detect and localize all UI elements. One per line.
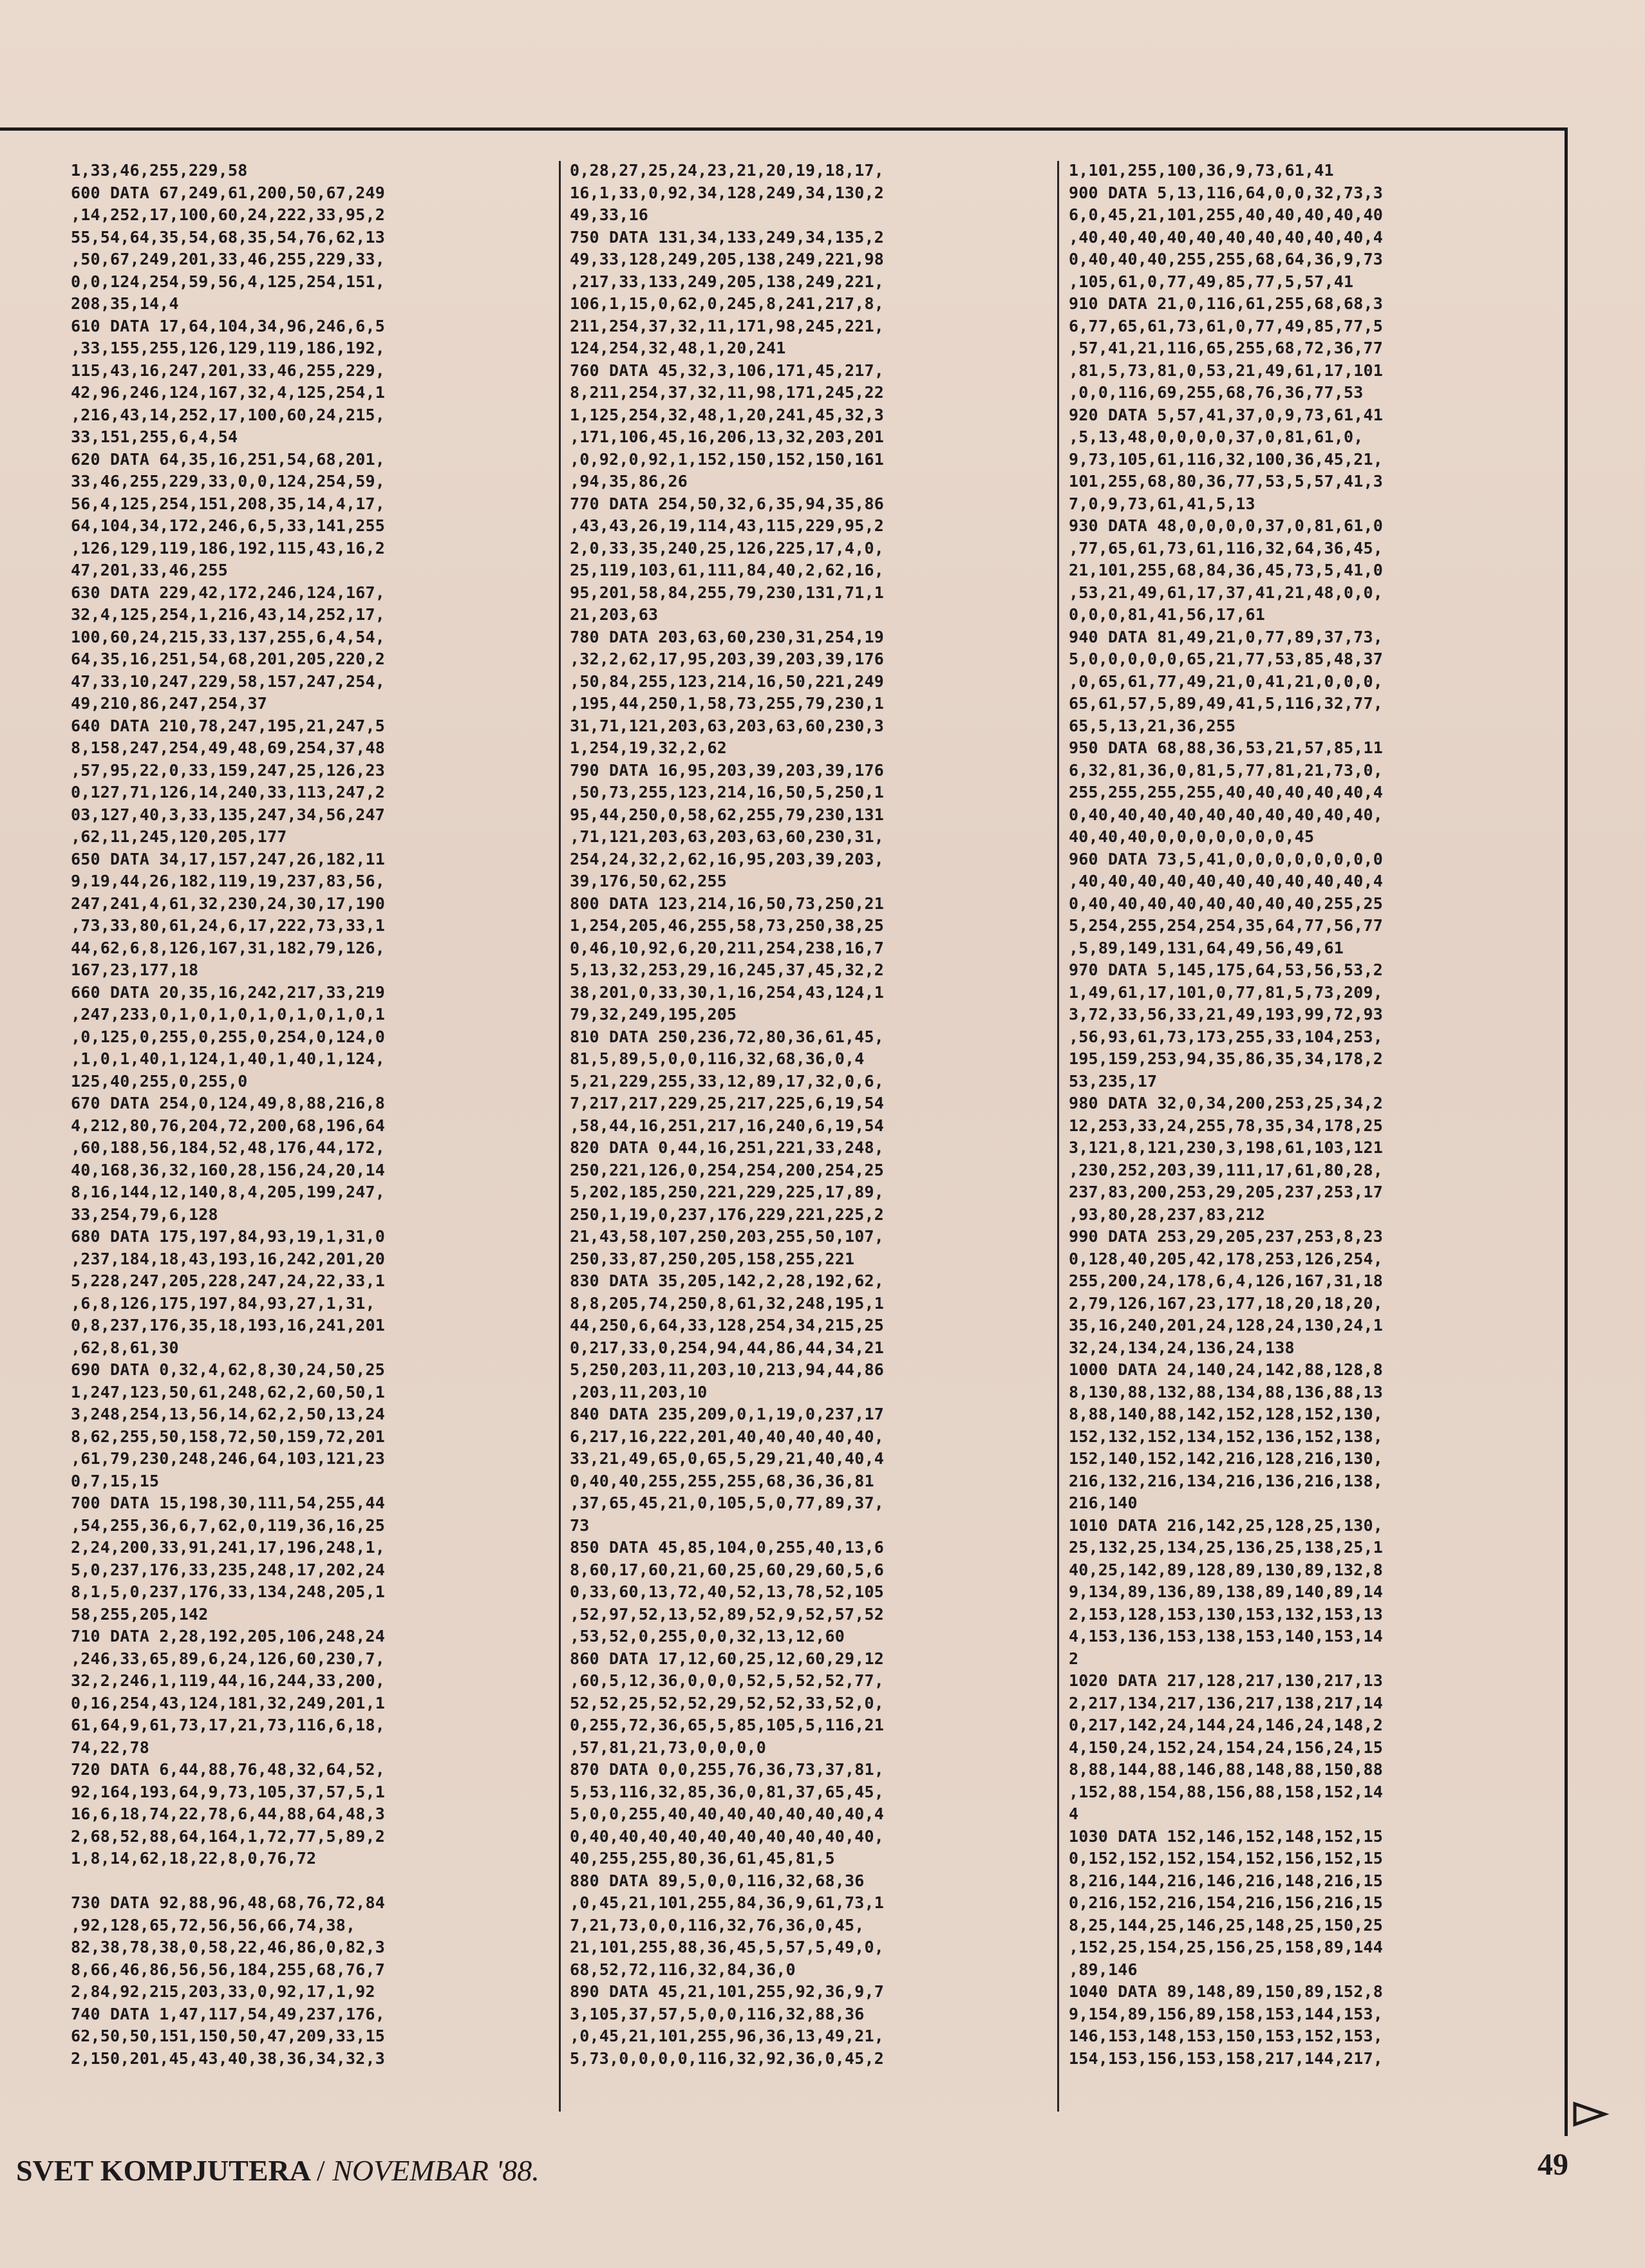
listing-line: 82,38,78,38,0,58,22,46,86,0,82,3 [71,1938,386,1956]
listing-line: 8,211,254,37,32,11,98,171,245,22 [570,383,885,402]
listing-line: 920 DATA 5,57,41,37,0,9,73,61,41 [1069,405,1384,424]
listing-line: 600 DATA 67,249,61,200,50,67,249 [71,183,386,202]
listing-line: 39,176,50,62,255 [570,872,728,890]
listing-line: ,77,65,61,73,61,116,32,64,36,45, [1069,538,1384,558]
listing-line: ,0,0,116,69,255,68,76,36,77,53 [1069,383,1364,402]
listing-line: ,50,67,249,201,33,46,255,229,33, [71,250,386,268]
listing-line: 880 DATA 89,5,0,0,116,32,68,36 [570,1871,865,1890]
listing-line: 0,0,124,254,59,56,4,125,254,151, [71,272,386,291]
listing-line: 890 DATA 45,21,101,255,92,36,9,7 [570,1982,885,2001]
listing-line: 8,60,17,60,21,60,25,60,29,60,5,6 [570,1560,885,1579]
listing-line: 7,217,217,229,25,217,225,6,19,54 [570,1094,885,1112]
listing-line: ,60,188,56,184,52,48,176,44,172, [71,1138,386,1157]
listing-line: 0,7,15,15 [71,1471,160,1490]
listing-line: 1,33,46,255,229,58 [71,161,248,180]
listing-line: 5,254,255,254,254,35,64,77,56,77 [1069,916,1384,935]
listing-line: 770 DATA 254,50,32,6,35,94,35,86 [570,494,885,513]
listing-line: ,50,73,255,123,214,16,50,5,250,1 [570,783,885,801]
listing-line: ,152,25,154,25,156,25,158,89,144 [1069,1938,1384,1956]
listing-line: ,32,2,62,17,95,203,39,203,39,176 [570,650,885,668]
listing-line: ,0,125,0,255,0,255,0,254,0,124,0 [71,1027,386,1046]
listing-line: 760 DATA 45,32,3,106,171,45,217, [570,361,885,380]
listing-line: 8,216,144,216,146,216,148,216,15 [1069,1871,1384,1890]
listing-line: 79,32,249,195,205 [570,1005,737,1024]
listing-line: 4,212,80,76,204,72,200,68,196,64 [71,1116,386,1135]
listing-line: ,246,33,65,89,6,24,126,60,230,7, [71,1649,386,1668]
listing-line: 2,150,201,45,43,40,38,36,34,32,3 [71,2048,386,2068]
listing-line: 42,96,246,124,167,32,4,125,254,1 [71,383,386,402]
listing-line: 0,16,254,43,124,181,32,249,201,1 [71,1693,386,1712]
listing-line: 195,159,253,94,35,86,35,34,178,2 [1069,1049,1384,1068]
listing-line: 5,250,203,11,203,10,213,94,44,86 [570,1360,885,1379]
listing-line: 900 DATA 5,13,116,64,0,0,32,73,3 [1069,183,1384,202]
listing-line: 216,132,216,134,216,136,216,138, [1069,1471,1384,1490]
listing-line: 31,71,121,203,63,203,63,60,230,3 [570,716,885,735]
listing-line: 68,52,72,116,32,84,36,0 [570,1960,796,1979]
listing-line: ,0,65,61,77,49,21,0,41,21,0,0,0, [1069,671,1384,691]
listing-line: 106,1,15,0,62,0,245,8,241,217,8, [570,294,885,313]
listing-line: 0,216,152,216,154,216,156,216,15 [1069,1893,1384,1912]
listing-line: 780 DATA 203,63,60,230,31,254,19 [570,627,885,646]
listing-line: ,1,0,1,40,1,124,1,40,1,40,1,124, [71,1049,386,1068]
listing-line: ,5,13,48,0,0,0,0,37,0,81,61,0, [1069,427,1364,446]
listing-line: 1030 DATA 152,146,152,148,152,15 [1069,1826,1384,1846]
listing-line: 970 DATA 5,145,175,64,53,56,53,2 [1069,961,1384,979]
listing-line: ,14,252,17,100,60,24,222,33,95,2 [71,205,386,224]
listing-line: 5,202,185,250,221,229,225,17,89, [570,1183,885,1201]
listing-line: ,230,252,203,39,111,17,61,80,28, [1069,1160,1384,1179]
listing-line: 8,16,144,12,140,8,4,205,199,247, [71,1183,386,1201]
listing-line: 3,248,254,13,56,14,62,2,50,13,24 [71,1405,386,1423]
listing-line: 850 DATA 45,85,104,0,255,40,13,6 [570,1538,885,1557]
listing-line: 8,88,144,88,146,88,148,88,150,88 [1069,1760,1384,1779]
listing-column-2 [570,160,1059,2130]
listing-line: 21,101,255,88,36,45,5,57,5,49,0, [570,1938,885,1956]
listing-line: 840 DATA 235,209,0,1,19,0,237,17 [570,1405,885,1423]
listing-line: 8,25,144,25,146,25,148,25,150,25 [1069,1915,1384,1935]
listing-line: ,0,45,21,101,255,96,36,13,49,21, [570,2027,885,2045]
listing-line: 100,60,24,215,33,137,255,6,4,54, [71,627,386,646]
listing-line: 8,66,46,86,56,56,184,255,68,76,7 [71,1960,386,1979]
listing-line: 0,40,40,40,40,40,40,40,40,40,40, [570,1826,885,1846]
listing-line: 247,241,4,61,32,230,24,30,17,190 [71,894,386,913]
listing-line: 2,24,200,33,91,241,17,196,248,1, [71,1538,386,1557]
listing-line: ,58,44,16,251,217,16,240,6,19,54 [570,1116,885,1135]
listing-line: 3,121,8,121,230,3,198,61,103,121 [1069,1138,1384,1157]
listing-line: 8,1,5,0,237,176,33,134,248,205,1 [71,1582,386,1601]
listing-line: 0,152,152,152,154,152,156,152,15 [1069,1849,1384,1868]
listing-line: ,73,33,80,61,24,6,17,222,73,33,1 [71,916,386,935]
issue-date: NOVEMBAR '88. [332,2154,540,2187]
listing-line: 2,153,128,153,130,153,132,153,13 [1069,1604,1384,1624]
listing-line: 101,255,68,80,36,77,53,5,57,41,3 [1069,472,1384,491]
listing-line: 0,33,60,13,72,40,52,13,78,52,105 [570,1582,885,1601]
listing-line: 33,21,49,65,0,65,5,29,21,40,40,4 [570,1449,885,1468]
listing-line: 8,8,205,74,250,8,61,32,248,195,1 [570,1293,885,1313]
listing-line: 0,128,40,205,42,178,253,126,254, [1069,1249,1384,1268]
listing-line: 216,140 [1069,1494,1138,1512]
listing-line: ,92,128,65,72,56,56,66,74,38, [71,1915,356,1935]
listing-line: 255,200,24,178,6,4,126,167,31,18 [1069,1271,1384,1290]
listing-line: 5,0,237,176,33,235,248,17,202,24 [71,1560,386,1579]
listing-line: 1010 DATA 216,142,25,128,25,130, [1069,1515,1384,1535]
listing-line: 35,16,240,201,24,128,24,130,24,1 [1069,1316,1384,1335]
listing-line: ,57,95,22,0,33,159,247,25,126,23 [71,760,386,780]
listing-line: ,216,43,14,252,17,100,60,24,215, [71,405,386,424]
listing-line: 810 DATA 250,236,72,80,36,61,45, [570,1027,885,1046]
listing-line: 3,105,37,57,5,0,0,116,32,88,36 [570,2004,865,2023]
listing-line: 2 [1069,1649,1079,1668]
listing-line: 21,43,58,107,250,203,255,50,107, [570,1227,885,1246]
listing-line: 870 DATA 0,0,255,76,36,73,37,81, [570,1760,885,1779]
listing-line: 16,1,33,0,92,34,128,249,34,130,2 [570,183,885,202]
listing-line: 5,0,0,255,40,40,40,40,40,40,40,4 [570,1804,885,1823]
listing-line: 640 DATA 210,78,247,195,21,247,5 [71,716,386,735]
listing-line: ,61,79,230,248,246,64,103,121,23 [71,1449,386,1468]
listing-line: 0,217,142,24,144,24,146,24,148,2 [1069,1716,1384,1734]
footer-credit [16,2153,540,2188]
listing-line: 1040 DATA 89,148,89,150,89,152,8 [1069,1982,1384,2001]
listing-lines [1069,160,1558,2070]
listing-line: ,60,5,12,36,0,0,0,52,5,52,52,77, [570,1671,885,1690]
listing-line: 710 DATA 2,28,192,205,106,248,24 [71,1627,386,1645]
listing-line: 5,13,32,253,29,16,245,37,45,32,2 [570,961,885,979]
listing-line: 33,46,255,229,33,0,0,124,254,59, [71,472,386,491]
listing-line: 620 DATA 64,35,16,251,54,68,201, [71,449,386,469]
listing-line: 740 DATA 1,47,117,54,49,237,176, [71,2004,386,2023]
listing-line: ,94,35,86,26 [570,472,688,491]
listing-line: ,52,97,52,13,52,89,52,9,52,57,52 [570,1604,885,1624]
listing-line: 5,53,116,32,85,36,0,81,37,65,45, [570,1782,885,1801]
listing-line: 74,22,78 [71,1738,150,1757]
column-divider [1057,161,1059,2112]
listing-line: 73 [570,1515,590,1535]
listing-line: 81,5,89,5,0,0,116,32,68,36,0,4 [570,1049,865,1068]
listing-line: ,71,121,203,63,203,63,60,230,31, [570,827,885,846]
listing-line: 53,235,17 [1069,1071,1158,1091]
listing-line: 790 DATA 16,95,203,39,203,39,176 [570,760,885,780]
listing-line: 25,132,25,134,25,136,25,138,25,1 [1069,1538,1384,1557]
listing-line: 4,150,24,152,24,154,24,156,24,15 [1069,1738,1384,1757]
listing-line: 1,8,14,62,18,22,8,0,76,72 [71,1849,317,1868]
listing-line: 0,40,40,40,40,40,40,40,40,255,25 [1069,894,1384,913]
listing-line: 32,24,134,24,136,24,138 [1069,1338,1295,1357]
listing-line: 33,151,255,6,4,54 [71,427,238,446]
listing-lines [570,160,1059,2070]
listing-line: ,43,43,26,19,114,43,115,229,95,2 [570,516,885,535]
listing-line: 720 DATA 6,44,88,76,48,32,64,52, [71,1760,386,1779]
listing-line: ,40,40,40,40,40,40,40,40,40,40,4 [1069,227,1384,247]
listing-line: 208,35,14,4 [71,294,179,313]
listing-line [71,1870,560,1893]
listing-line: 5,0,0,0,0,0,65,21,77,53,85,48,37 [1069,650,1384,668]
listing-line: 32,2,246,1,119,44,16,244,33,200, [71,1671,386,1690]
listing-line: 44,250,6,64,33,128,254,34,215,25 [570,1316,885,1335]
magazine-name: SVET KOMPJUTERA [16,2154,310,2187]
listing-line: 960 DATA 73,5,41,0,0,0,0,0,0,0,0 [1069,849,1384,868]
listing-line: ,54,255,36,6,7,62,0,119,36,16,25 [71,1515,386,1535]
listing-line: 47,201,33,46,255 [71,561,229,579]
listing-line: 9,134,89,136,89,138,89,140,89,14 [1069,1582,1384,1601]
listing-line: 5,73,0,0,0,0,116,32,92,36,0,45,2 [570,2048,885,2068]
listing-line: 5,21,229,255,33,12,89,17,32,0,6, [570,1071,885,1091]
listing-line: 40,255,255,80,36,61,45,81,5 [570,1849,835,1868]
listing-line: 0,217,33,0,254,94,44,86,44,34,21 [570,1338,885,1357]
listing-line: ,217,33,133,249,205,138,249,221, [570,272,885,291]
listing-line: ,0,45,21,101,255,84,36,9,61,73,1 [570,1893,885,1912]
listing-line: 21,101,255,68,84,36,45,73,5,41,0 [1069,561,1384,579]
listing-line: 660 DATA 20,35,16,242,217,33,219 [71,982,386,1002]
listing-line: 0,40,40,40,255,255,68,64,36,9,73 [1069,250,1384,268]
listing-line: 124,254,32,48,1,20,241 [570,339,786,357]
listing-line: 7,0,9,73,61,41,5,13 [1069,494,1255,513]
listing-lines [71,160,560,2070]
listing-line: 0,127,71,126,14,240,33,113,247,2 [71,783,386,801]
listing-line: 750 DATA 131,34,133,249,34,135,2 [570,227,885,247]
listing-line: 47,33,10,247,229,58,157,247,254, [71,671,386,691]
listing-line: ,203,11,203,10 [570,1382,708,1401]
listing-line: 650 DATA 34,17,157,247,26,182,11 [71,849,386,868]
listing-line: ,50,84,255,123,214,16,50,221,249 [570,671,885,691]
listing-line: 9,73,105,61,116,32,100,36,45,21, [1069,449,1384,469]
listing-line: 1,101,255,100,36,9,73,61,41 [1069,161,1334,180]
listing-line: 3,72,33,56,33,21,49,193,99,72,93 [1069,1005,1384,1024]
listing-line: 8,158,247,254,49,48,69,254,37,48 [71,738,386,757]
listing-line: 680 DATA 175,197,84,93,19,1,31,0 [71,1227,386,1246]
listing-line: 49,33,128,249,205,138,249,221,98 [570,250,885,268]
listing-line: 4 [1069,1804,1079,1823]
listing-line: 630 DATA 229,42,172,246,124,167, [71,583,386,602]
listing-line: 940 DATA 81,49,21,0,77,89,37,73, [1069,627,1384,646]
column-divider [559,161,561,2112]
listing-line: 1,49,61,17,101,0,77,81,5,73,209, [1069,982,1384,1002]
listing-line: 2,68,52,88,64,164,1,72,77,5,89,2 [71,1826,386,1846]
listing-line: ,62,8,61,30 [71,1338,179,1357]
listing-line: 254,24,32,2,62,16,95,203,39,203, [570,849,885,868]
listing-line: 990 DATA 253,29,205,237,253,8,23 [1069,1227,1384,1246]
listing-line: 800 DATA 123,214,16,50,73,250,21 [570,894,885,913]
listing-line: 910 DATA 21,0,116,61,255,68,68,3 [1069,294,1384,313]
listing-line: ,247,233,0,1,0,1,0,1,0,1,0,1,0,1 [71,1005,386,1024]
listing-line: 8,130,88,132,88,134,88,136,88,13 [1069,1382,1384,1401]
listing-line: ,93,80,28,237,83,212 [1069,1204,1266,1224]
listing-line: 7,21,73,0,0,116,32,76,36,0,45, [570,1915,865,1935]
listing-line: 2,79,126,167,23,177,18,20,18,20, [1069,1293,1384,1313]
listing-line: 930 DATA 48,0,0,0,0,37,0,81,61,0 [1069,516,1384,535]
listing-line: 21,203,63 [570,605,659,624]
listing-line: ,40,40,40,40,40,40,40,40,40,40,4 [1069,872,1384,890]
listing-line: 64,104,34,172,246,6,5,33,141,255 [71,516,386,535]
listing-line: 152,132,152,134,152,136,152,138, [1069,1427,1384,1446]
listing-line: 152,140,152,142,216,128,216,130, [1069,1449,1384,1468]
footer-separator: / [316,2154,325,2187]
listing-line: 8,62,255,50,158,72,50,159,72,201 [71,1427,386,1446]
listing-line: 154,153,156,153,158,217,144,217, [1069,2048,1384,2068]
listing-line: 255,255,255,255,40,40,40,40,40,4 [1069,783,1384,801]
listing-line: 49,33,16 [570,205,649,224]
listing-line: 40,25,142,89,128,89,130,89,132,8 [1069,1560,1384,1579]
listing-line: 0,40,40,40,40,40,40,40,40,40,40, [1069,805,1384,824]
listing-line: 1000 DATA 24,140,24,142,88,128,8 [1069,1360,1384,1379]
listing-line: 40,168,36,32,160,28,156,24,20,14 [71,1160,386,1179]
listing-line: 6,32,81,36,0,81,5,77,81,21,73,0, [1069,760,1384,780]
listing-line: 25,119,103,61,111,84,40,2,62,16, [570,561,885,579]
listing-line: 58,255,205,142 [71,1604,209,1624]
listing-line: 65,61,57,5,89,49,41,5,116,32,77, [1069,694,1384,713]
listing-line: 0,28,27,25,24,23,21,20,19,18,17, [570,161,885,180]
listing-line: 1,254,19,32,2,62 [570,738,728,757]
listing-line: 830 DATA 35,205,142,2,28,192,62, [570,1271,885,1290]
listing-line: 0,40,40,255,255,255,68,36,36,81 [570,1471,874,1490]
page-number: 49 [1537,2148,1568,2182]
listing-line: 950 DATA 68,88,36,53,21,57,85,11 [1069,738,1384,757]
listing-line: 03,127,40,3,33,135,247,34,56,247 [71,805,386,824]
listing-line: 5,228,247,205,228,247,24,22,33,1 [71,1271,386,1290]
listing-line: 64,35,16,251,54,68,201,205,220,2 [71,650,386,668]
listing-line: 237,83,200,253,29,205,237,253,17 [1069,1183,1384,1201]
listing-line: ,6,8,126,175,197,84,93,27,1,31, [71,1293,375,1313]
listing-line: 167,23,177,18 [71,961,199,979]
listing-line: 95,201,58,84,255,79,230,131,71,1 [570,583,885,602]
listing-line: 12,253,33,24,255,78,35,34,178,25 [1069,1116,1384,1135]
listing-line: ,0,92,0,92,1,152,150,152,150,161 [570,449,885,469]
listing-line: 730 DATA 92,88,96,48,68,76,72,84 [71,1893,386,1912]
listing-line: 62,50,50,151,150,50,47,209,33,15 [71,2027,386,2045]
listing-line: ,105,61,0,77,49,85,77,5,57,41 [1069,272,1354,291]
listing-line: 0,46,10,92,6,20,211,254,238,16,7 [570,938,885,957]
listing-line: 0,8,237,176,35,18,193,16,241,201 [71,1316,386,1335]
listing-line: 670 DATA 254,0,124,49,8,88,216,8 [71,1094,386,1112]
listing-line: ,57,41,21,116,65,255,68,72,36,77 [1069,339,1384,357]
listing-line: 250,1,19,0,237,176,229,221,225,2 [570,1204,885,1224]
listing-line: ,37,65,45,21,0,105,5,0,77,89,37, [570,1494,885,1512]
listing-line: 65,5,13,21,36,255 [1069,716,1236,735]
listing-line: 44,62,6,8,126,167,31,182,79,126, [71,938,386,957]
listing-line: 980 DATA 32,0,34,200,253,25,34,2 [1069,1094,1384,1112]
listing-line: ,237,184,18,43,193,16,242,201,20 [71,1249,386,1268]
listing-line: 9,19,44,26,182,119,19,237,83,56, [71,872,386,890]
listing-line: 1,247,123,50,61,248,62,2,60,50,1 [71,1382,386,1401]
listing-line: 1,254,205,46,255,58,73,250,38,25 [570,916,885,935]
listing-line: 92,164,193,64,9,73,105,37,57,5,1 [71,1782,386,1801]
listing-line: 6,217,16,222,201,40,40,40,40,40, [570,1427,885,1446]
listing-line: ,33,155,255,126,129,119,186,192, [71,339,386,357]
listing-line: 9,154,89,156,89,158,153,144,153, [1069,2004,1384,2023]
listing-line: 56,4,125,254,151,208,35,14,4,17, [71,494,386,513]
listing-line: 38,201,0,33,30,1,16,254,43,124,1 [570,982,885,1002]
listing-line: 49,210,86,247,254,37 [71,694,268,713]
listing-line: 250,33,87,250,205,158,255,221 [570,1249,855,1268]
listing-line: 860 DATA 17,12,60,25,12,60,29,12 [570,1649,885,1668]
listing-line: 610 DATA 17,64,104,34,96,246,6,5 [71,316,386,335]
listing-line: 4,153,136,153,138,153,140,153,14 [1069,1627,1384,1645]
listing-line: 820 DATA 0,44,16,251,221,33,248, [570,1138,885,1157]
listing-line: 6,0,45,21,101,255,40,40,40,40,40 [1069,205,1384,224]
listing-line: 61,64,9,61,73,17,21,73,116,6,18, [71,1716,386,1734]
listing-line: 2,84,92,215,203,33,0,92,17,1,92 [71,1982,375,2001]
listing-column-1 [71,160,560,2130]
listing-line: 0,255,72,36,65,5,85,105,5,116,21 [570,1716,885,1734]
listing-line: 125,40,255,0,255,0 [71,1071,248,1091]
listing-line: ,62,11,245,120,205,177 [71,827,287,846]
listing-line: ,195,44,250,1,58,73,255,79,230,1 [570,694,885,713]
listing-line: 690 DATA 0,32,4,62,8,30,24,50,25 [71,1360,386,1379]
listing-line: 0,0,0,81,41,56,17,61 [1069,605,1266,624]
listing-line: 700 DATA 15,198,30,111,54,255,44 [71,1494,386,1512]
listing-line: ,53,21,49,61,17,37,41,21,48,0,0, [1069,583,1384,602]
listing-line: 16,6,18,74,22,78,6,44,88,64,48,3 [71,1804,386,1823]
listing-line: 40,40,40,0,0,0,0,0,0,0,45 [1069,827,1315,846]
triangle-right-arrow-icon [1571,2100,1610,2128]
listing-line: ,57,81,21,73,0,0,0,0 [570,1738,767,1757]
listing-line: 146,153,148,153,150,153,152,153, [1069,2027,1384,2045]
listing-line: 55,54,64,35,54,68,35,54,76,62,13 [71,227,386,247]
listing-line: 2,217,134,217,136,217,138,217,14 [1069,1693,1384,1712]
listing-line: 2,0,33,35,240,25,126,225,17,4,0, [570,538,885,558]
listing-line: ,89,146 [1069,1960,1138,1979]
listing-line: 6,77,65,61,73,61,0,77,49,85,77,5 [1069,316,1384,335]
listing-line: ,53,52,0,255,0,0,32,13,12,60 [570,1627,845,1645]
listing-line: ,56,93,61,73,173,255,33,104,253, [1069,1027,1384,1046]
listing-line: 1020 DATA 217,128,217,130,217,13 [1069,1671,1384,1690]
listing-line: 1,125,254,32,48,1,20,241,45,32,3 [570,405,885,424]
listing-line: 95,44,250,0,58,62,255,79,230,131 [570,805,885,824]
listing-line: 33,254,79,6,128 [71,1204,218,1224]
listing-line: ,5,89,149,131,64,49,56,49,61 [1069,938,1344,957]
listing-line: 8,88,140,88,142,152,128,152,130, [1069,1405,1384,1423]
listing-line: 250,221,126,0,254,254,200,254,25 [570,1160,885,1179]
listing-line: 211,254,37,32,11,171,98,245,221, [570,316,885,335]
listing-line: ,81,5,73,81,0,53,21,49,61,17,101 [1069,361,1384,380]
listing-line: ,171,106,45,16,206,13,32,203,201 [570,427,885,446]
listing-line: ,152,88,154,88,156,88,158,152,14 [1069,1782,1384,1801]
listing-column-3 [1069,160,1558,2130]
listing-line: 32,4,125,254,1,216,43,14,252,17, [71,605,386,624]
listing-line: ,126,129,119,186,192,115,43,16,2 [71,538,386,558]
listing-line: 115,43,16,247,201,33,46,255,229, [71,361,386,380]
listing-line: 52,52,25,52,52,29,52,52,33,52,0, [570,1693,885,1712]
